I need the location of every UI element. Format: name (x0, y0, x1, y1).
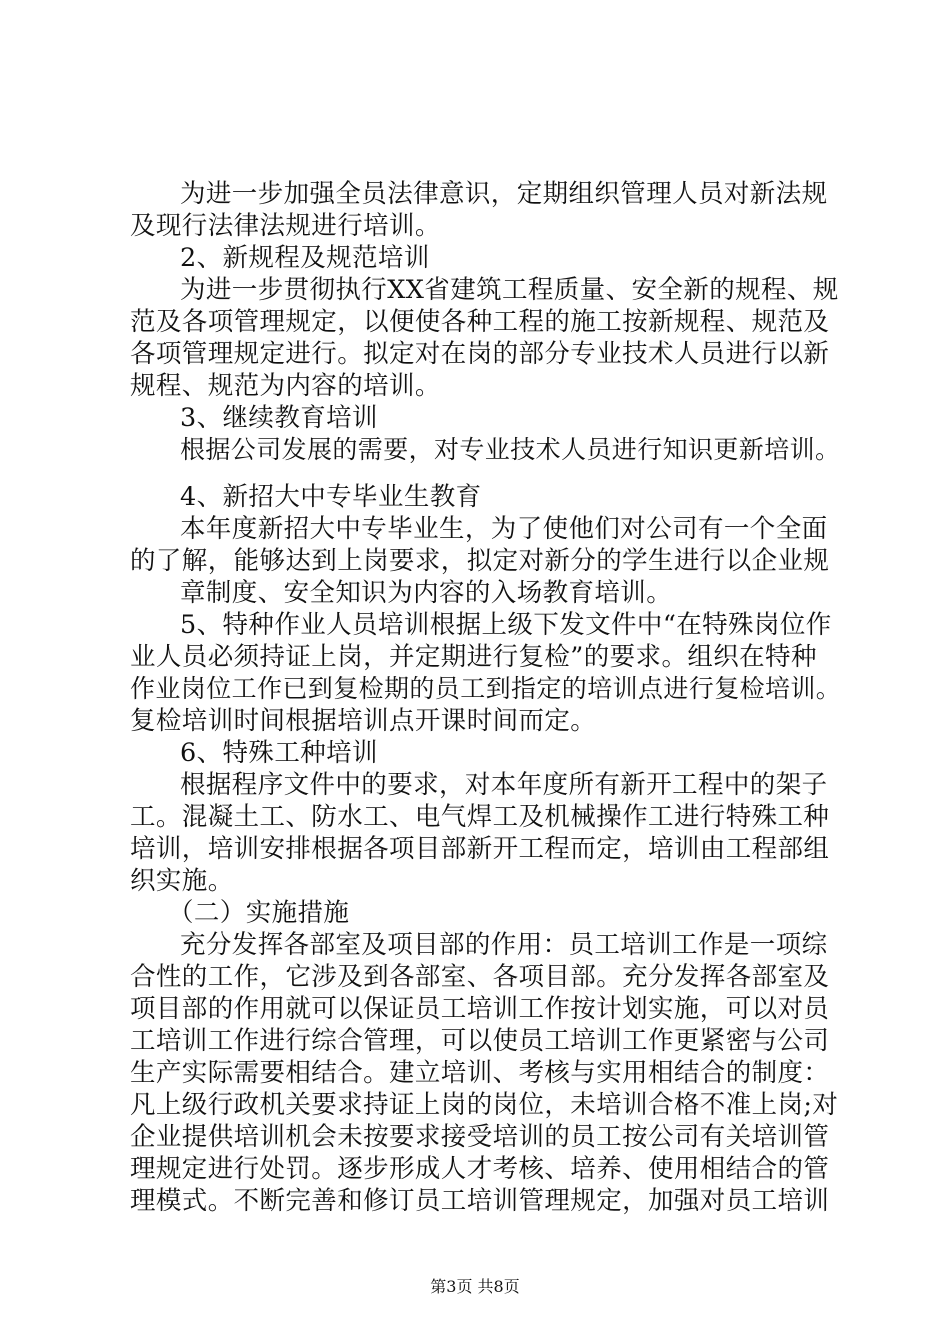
text-line: 作业岗位工作已到复检期的员工到指定的培训点进行复检培训。 (130, 674, 842, 703)
text-line: 合性的工作，它涉及到各部室、各项目部。充分发挥各部室及 (130, 962, 830, 992)
text-line: 培训，培训安排根据各项目部新开工程而定，培训由工程部组 (130, 834, 830, 864)
section-heading: （二）实施措施 (168, 898, 350, 928)
text-line: 的了解，能够达到上岗要求，拟定对新分的学生进行以企业规 (130, 546, 830, 576)
text-line: 理模式。不断完善和修订员工培训管理规定，加强对员工培训 (130, 1186, 830, 1216)
text-line: 根据公司发展的需要，对专业技术人员进行知识更新培训。 (180, 435, 841, 464)
text-line: 织实施。 (130, 866, 234, 896)
text-line: 范及各项管理规定，以便使各种工程的施工按新规程、规范及 (130, 307, 830, 337)
text-line: 企业提供培训机会未按要求接受培训的员工按公司有关培训管 (130, 1122, 830, 1152)
text-line: 复检培训时间根据培训点开课时间而定。 (130, 706, 597, 736)
section-heading: 2、新规程及规范培训 (180, 243, 430, 273)
text-line: 生产实际需要相结合。建立培训、考核与实用相结合的制度： (130, 1058, 830, 1088)
text-line: 为进一步贯彻执行XX省建筑工程质量、安全新的规程、规 (180, 275, 839, 305)
text-line: 业人员必须持证上岗，并定期进行复检”的要求。组织在特种 (130, 642, 817, 672)
text-line: 充分发挥各部室及项目部的作用：员工培训工作是一项综 (180, 930, 828, 960)
text-line: 凡上级行政机关要求持证上岗的岗位，未培训合格不准上岗;对 (130, 1090, 839, 1120)
text-line: 及现行法律法规进行培训。 (130, 211, 441, 241)
text-line: 各项管理规定进行。拟定对在岗的部分专业技术人员进行以新 (130, 339, 830, 369)
section-heading: 6、特殊工种培训 (180, 738, 378, 768)
text-line: 为进一步加强全员法律意识，定期组织管理人员对新法规 (180, 179, 828, 209)
text-line: 章制度、安全知识为内容的入场教育培训。 (180, 578, 673, 608)
page-number-footer: 第3页 共8页 (430, 1277, 520, 1296)
text-line: 项目部的作用就可以保证员工培训工作按计划实施，可以对员 (130, 994, 830, 1024)
section-heading: 3、继续教育培训 (180, 403, 378, 433)
text-line: 工。混凝土工、防水工、电气焊工及机械操作工进行特殊工种 (130, 802, 830, 832)
text-line: 规程、规范为内容的培训。 (130, 371, 441, 401)
section-heading: 5、特种作业人员培训根据上级下发文件中“在特殊岗位作 (180, 610, 832, 640)
section-heading: 4、新招大中专毕业生教育 (180, 482, 482, 512)
text-line: 根据程序文件中的要求，对本年度所有新开工程中的架子 (180, 770, 828, 800)
text-line: 理规定进行处罚。逐步形成人才考核、培养、使用相结合的管 (130, 1154, 830, 1184)
text-line: 本年度新招大中专毕业生，为了使他们对公司有一个全面 (180, 514, 828, 544)
text-line: 工培训工作进行综合管理，可以使员工培训工作更紧密与公司 (130, 1026, 830, 1056)
